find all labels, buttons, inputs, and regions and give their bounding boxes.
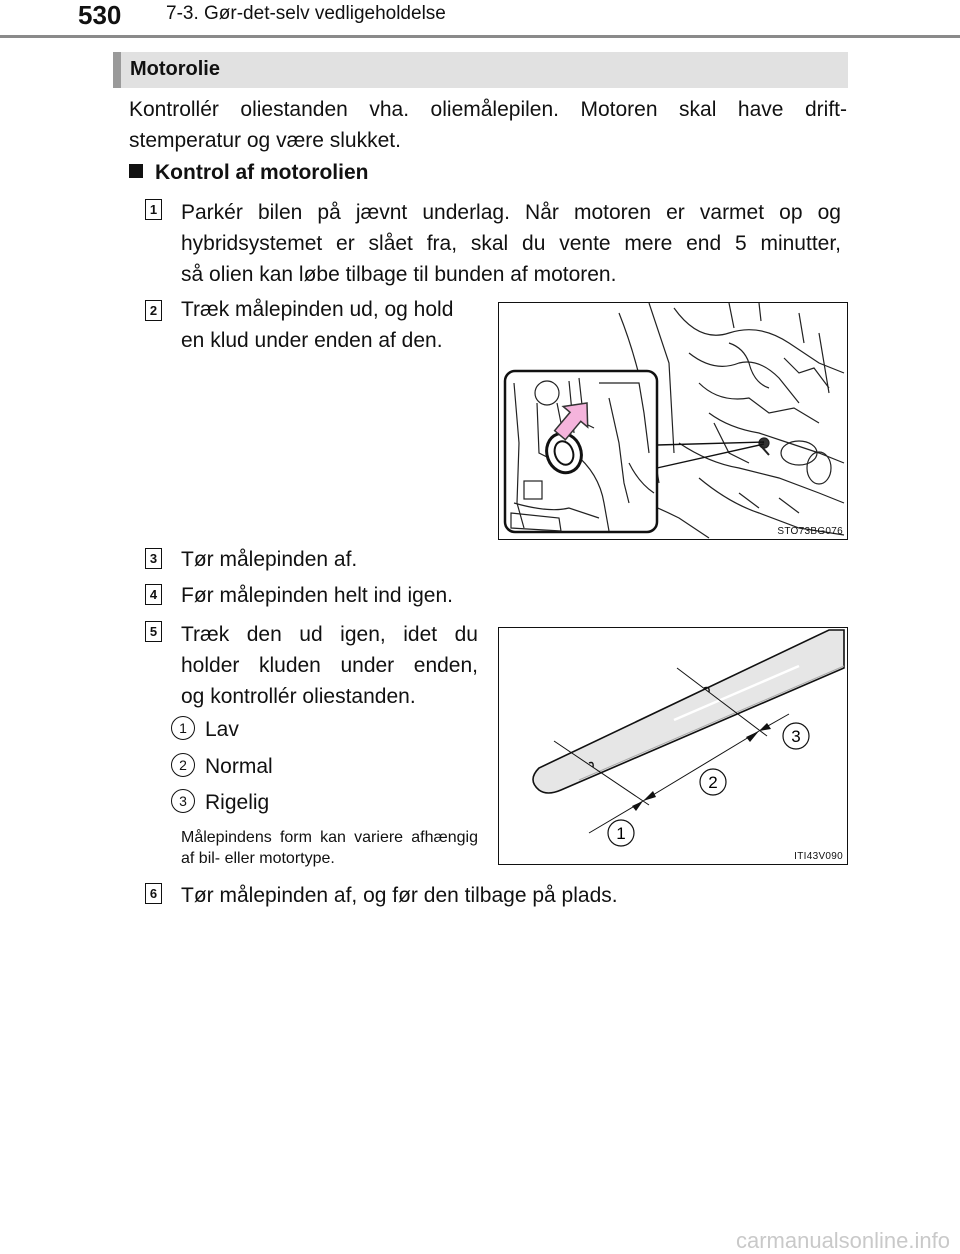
step-text-6: Tør målepinden af, og før den tilbage på plads. — [181, 884, 618, 907]
level-label-high: Rigelig — [205, 791, 270, 814]
level-number-2: 2 — [171, 753, 195, 777]
step-number-4: 4 — [145, 584, 162, 605]
header-rule — [0, 35, 960, 38]
dipstick-drawing — [499, 628, 847, 864]
section-bar-title: Motorolie — [130, 58, 220, 80]
callout-1-label: 1 — [616, 824, 626, 843]
step-2-line: en klud under enden af den. — [181, 329, 443, 352]
step-number-5: 5 — [145, 621, 162, 642]
level-label-low: Lav — [205, 718, 239, 741]
step-number-2: 2 — [145, 300, 162, 321]
square-bullet-icon — [129, 164, 143, 178]
figure-code: STO73BG076 — [777, 526, 843, 537]
step-1-line: Parkér bilen på jævnt underlag. Når motoren er varmet op og — [181, 201, 841, 224]
subheading-text: Kontrol af motorolien — [155, 161, 369, 184]
callout-2-label: 2 — [708, 773, 718, 792]
step-number-3: 3 — [145, 548, 162, 569]
step-text-2 — [181, 294, 481, 356]
step-text-1 — [181, 197, 841, 290]
step-text-4: Før målepinden helt ind igen. — [181, 584, 453, 607]
section-bar-accent — [113, 52, 121, 88]
page-number: 530 — [78, 0, 122, 30]
dipstick-level-illustration — [498, 627, 848, 865]
figure-code: ITI43V090 — [794, 851, 843, 862]
step-1-line: hybridsystemet er slået fra, skal du vente mere end 5 minutter, — [181, 232, 841, 255]
engine-bay-illustration — [498, 302, 848, 540]
level-number-3: 3 — [171, 789, 195, 813]
watermark: carmanualsonline.info — [735, 1228, 950, 1253]
subheading — [129, 161, 369, 185]
step-text-5 — [181, 619, 478, 712]
section-bar — [113, 52, 848, 88]
level-number-1: 1 — [171, 716, 195, 740]
callout-3-label: 3 — [791, 727, 801, 746]
step-2-line: Træk målepinden ud, og hold — [181, 298, 454, 321]
step-5-line: Træk den ud igen, idet du — [181, 623, 478, 646]
step-text-3: Tør målepinden af. — [181, 548, 358, 571]
level-label-normal: Normal — [205, 755, 273, 778]
section-title: 7-3. Gør-det-selv vedligeholdelse — [166, 3, 446, 24]
shape-note: Målepindens form kan variere afhængig af bil- eller motortype. — [181, 829, 478, 867]
step-5-line: og kontrollér oliestanden. — [181, 685, 416, 708]
step-5-line: holder kluden under enden, — [181, 654, 478, 677]
step-1-line: så olien kan løbe tilbage til bunden af motoren. — [181, 263, 617, 286]
intro-paragraph: Kontrollér oliestanden vha. oliemålepilen. Motoren skal have drift-stemperatur og være slukket. — [129, 98, 847, 152]
step-number-1: 1 — [145, 199, 162, 220]
engine-bay-drawing — [499, 303, 847, 539]
step-number-6: 6 — [145, 883, 162, 904]
